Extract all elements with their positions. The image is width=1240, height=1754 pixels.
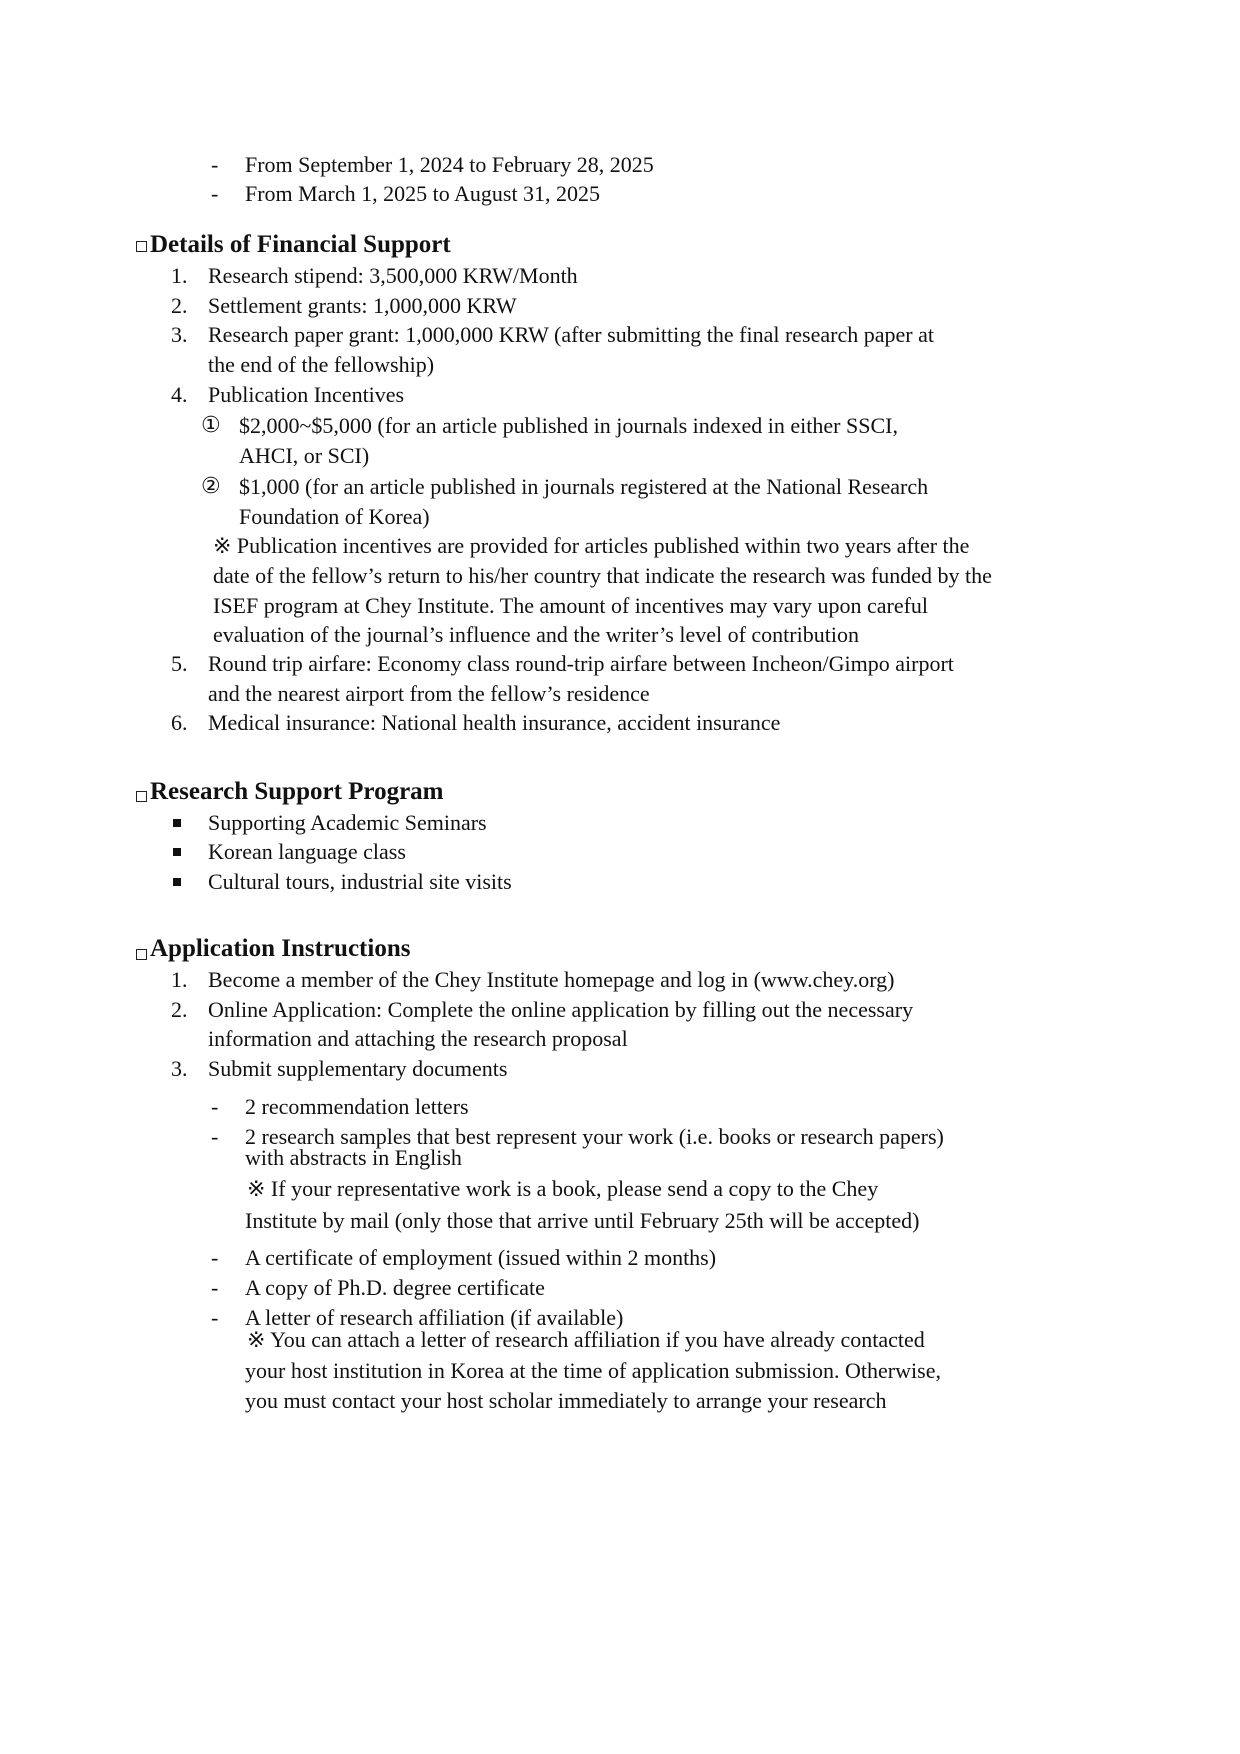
period-line: From September 1, 2024 to February 28, 2025	[245, 152, 654, 177]
list-item-text: information and attaching the research proposal	[208, 1026, 628, 1051]
affiliation-note: ※ You can attach a letter of research affiliation if you have already contacted	[247, 1327, 925, 1352]
circled-number-icon: ②	[201, 474, 221, 499]
list-item-text: Supporting Academic Seminars	[208, 810, 487, 835]
list-item-text: Korean language class	[208, 839, 406, 864]
dash-bullet: -	[211, 181, 219, 206]
book-note: ※ If your representative work is a book, please send a copy to the Chey	[247, 1176, 879, 1201]
affiliation-note: you must contact your host scholar immediately to arrange your research	[245, 1388, 887, 1413]
section-heading-financial-support: Details of Financial Support	[150, 231, 451, 258]
list-item-text: the end of the fellowship)	[208, 352, 435, 377]
circled-number-icon: ①	[201, 413, 221, 438]
list-number: 2.	[171, 997, 188, 1022]
incentive-note: evaluation of the journal’s influence and the writer’s level of contribution	[213, 622, 859, 647]
incentive-text: $1,000 (for an article published in journals registered at the National Research	[239, 474, 929, 499]
list-item-text: and the nearest airport from the fellow’s residence	[208, 681, 650, 706]
dash-bullet: -	[211, 1275, 219, 1300]
incentive-note: ISEF program at Chey Institute. The amount of incentives may vary upon careful	[213, 593, 929, 618]
section-checkbox-icon	[136, 791, 147, 802]
square-bullet-icon	[173, 848, 181, 856]
section-heading-research-support: Research Support Program	[150, 778, 444, 805]
document-item: A copy of Ph.D. degree certificate	[245, 1275, 545, 1300]
section-checkbox-icon	[136, 949, 147, 960]
list-item-text: Cultural tours, industrial site visits	[208, 869, 512, 894]
list-item-text: Round trip airfare: Economy class round-trip airfare between Incheon/Gimpo airport	[208, 651, 954, 676]
list-item-text: Submit supplementary documents	[208, 1056, 508, 1081]
list-number: 1.	[171, 967, 188, 992]
incentive-text: Foundation of Korea)	[239, 504, 430, 529]
square-bullet-icon	[173, 878, 181, 886]
document-item: 2 recommendation letters	[245, 1094, 469, 1119]
section-checkbox-icon	[136, 241, 147, 252]
incentive-text: $2,000~$5,000 (for an article published in journals indexed in either SSCI,	[239, 413, 898, 438]
affiliation-note: your host institution in Korea at the time of application submission. Otherwise,	[245, 1358, 941, 1383]
dash-bullet: -	[211, 1305, 219, 1330]
incentive-text: AHCI, or SCI)	[239, 443, 370, 468]
list-item-text: Become a member of the Chey Institute homepage and log in (www.chey.org)	[208, 967, 895, 992]
document-item: with abstracts in English	[245, 1145, 462, 1170]
list-item-text: Publication Incentives	[208, 382, 405, 407]
incentive-note: ※ Publication incentives are provided for articles published within two years after the	[213, 533, 970, 558]
list-number: 4.	[171, 382, 188, 407]
list-number: 5.	[171, 651, 188, 676]
incentive-note: date of the fellow’s return to his/her country that indicate the research was funded by the	[213, 563, 992, 588]
document-item: 2 research samples that best represent your work (i.e. books or research papers)	[245, 1124, 944, 1149]
document-item: A letter of research affiliation (if available)	[245, 1305, 624, 1330]
list-item-text: Online Application: Complete the online application by filling out the necessary	[208, 997, 914, 1022]
dash-bullet: -	[211, 152, 219, 177]
list-number: 6.	[171, 710, 188, 735]
list-number: 3.	[171, 322, 188, 347]
dash-bullet: -	[211, 1124, 219, 1149]
list-number: 1.	[171, 263, 188, 288]
section-heading-application: Application Instructions	[150, 935, 411, 962]
list-item-text: Medical insurance: National health insurance, accident insurance	[208, 710, 781, 735]
list-item-text: Research paper grant: 1,000,000 KRW (after submitting the final research paper at	[208, 322, 934, 347]
document-item: A certificate of employment (issued within 2 months)	[245, 1245, 717, 1270]
list-number: 3.	[171, 1056, 188, 1081]
square-bullet-icon	[173, 819, 181, 827]
dash-bullet: -	[211, 1245, 219, 1270]
list-item-text: Research stipend: 3,500,000 KRW/Month	[208, 263, 578, 288]
list-number: 2.	[171, 293, 188, 318]
dash-bullet: -	[211, 1094, 219, 1119]
list-item-text: Settlement grants: 1,000,000 KRW	[208, 293, 517, 318]
book-note: Institute by mail (only those that arrive until February 25th will be accepted)	[245, 1208, 920, 1233]
period-line: From March 1, 2025 to August 31, 2025	[245, 181, 601, 206]
